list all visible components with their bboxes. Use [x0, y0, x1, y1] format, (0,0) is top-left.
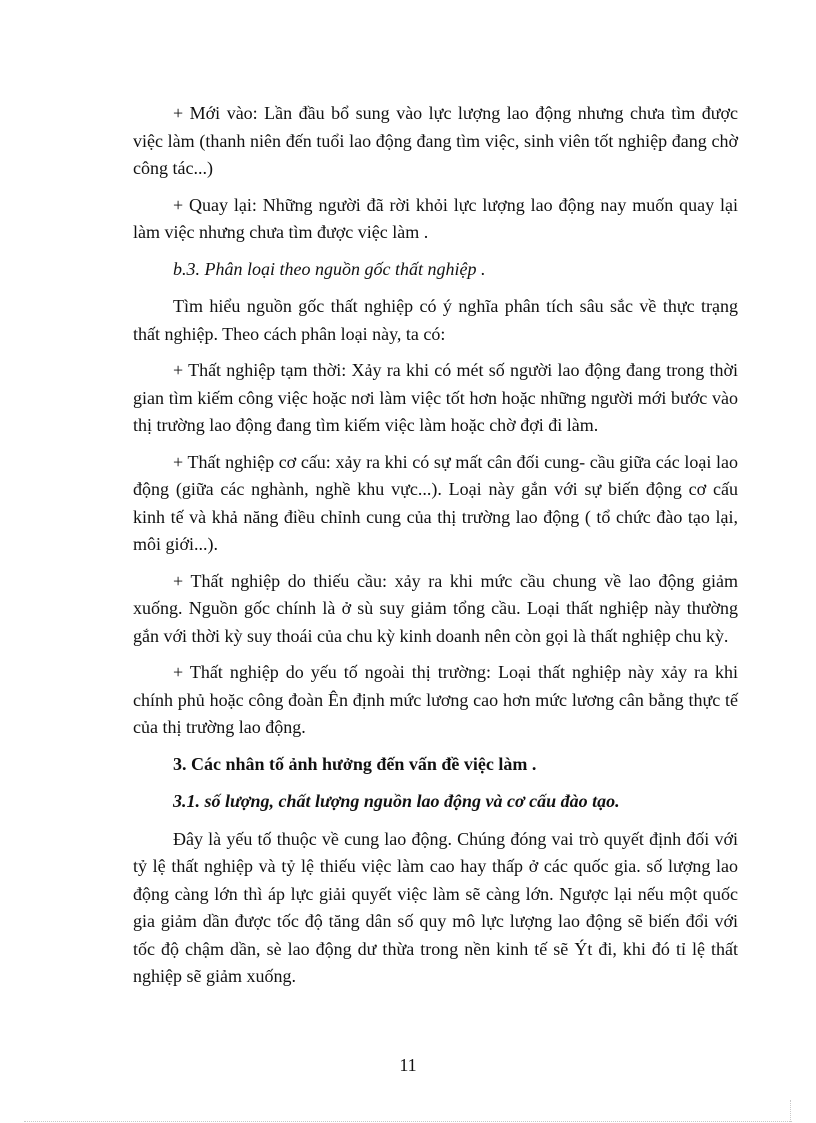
paragraph-frictional: + Thất nghiệp tạm thời: Xảy ra khi có mét số người lao động đang trong thời gian tìm kiếm công việc hoặc nơi làm việc tốt hơn hoặc những người mới bước vào thị trường lao động đang tìm kiếm việc làm hoặc chờ đợi đi làm. [133, 360, 738, 435]
page-body [133, 100, 738, 1000]
paragraph-new-entrants: + Mới vào: Lần đầu bổ sung vào lực lượng lao động nhưng chưa tìm được việc làm (thanh niên đến tuổi lao động đang tìm việc, sinh viên tốt nghiệp đang chờ công tác...) [133, 103, 738, 178]
paragraph-origin-intro: Tìm hiểu nguồn gốc thất nghiệp có ý nghĩa phân tích sâu sắc về thực trạng thất nghiệp. Theo cách phân loại này, ta có: [133, 296, 738, 344]
paragraph-non-market: + Thất nghiệp do yếu tố ngoài thị trường: Loại thất nghiệp này xảy ra khi chính phủ hoặc công đoàn Ên định mức lương cao hơn mức lương cân bằng thực tế của thị trường lao động. [133, 662, 738, 737]
paragraph-labor-supply: Đây là yếu tố thuộc về cung lao động. Chúng đóng vai trò quyết định đối với tỷ lệ thất nghiệp và tỷ lệ thiếu việc làm cao hay thấp ở các quốc gia. số lượng lao động càng lớn thì áp lực giải quyết việc làm sẽ càng lớn. Ngược lại nếu một quốc gia giảm dần được tốc độ tăng dân số quy mô lực lượng lao động sẽ biến đổi với tốc độ chậm dần, sè lao động dư thừa trong nền kinh tế sẽ Ýt đi, khi đó tỉ lệ thất nghiệp sẽ giảm xuống. [133, 828, 738, 986]
subheading-b3: b.3. Phân loại theo nguồn gốc thất nghiệp . [173, 258, 486, 279]
heading-section-3-1: 3.1. số lượng, chất lượng nguồn lao động và cơ cấu đào tạo. [173, 791, 620, 811]
page-corner-mark [790, 1100, 792, 1122]
page-number: 11 [399, 1055, 417, 1075]
paragraph-structural: + Thất nghiệp cơ cấu: xảy ra khi có sự mất cân đối cung- cầu giữa các loại lao động (giữa các nghành, nghề khu vực...). Loại này gắn với sự biến động cơ cấu kinh tế và khả năng điều chỉnh cung của thị trường lao động ( tổ chức đào tạo lại, môi giới...). [133, 451, 738, 554]
paragraph-demand-deficient: + Thất nghiệp do thiếu cầu: xảy ra khi mức cầu chung về lao động giảm xuống. Nguồn gốc chính là ở sù suy giảm tổng cầu. Loại thất nghiệp này thường gắn với thời kỳ suy thoái của chu kỳ kinh doanh nên còn gọi là thất nghiệp chu kỳ. [133, 570, 738, 646]
heading-section-3: 3. Các nhân tố ảnh hưởng đến vấn đề việc làm . [173, 753, 537, 774]
paragraph-re-entrants: + Quay lại: Những người đã rời khỏi lực lượng lao động nay muốn quay lại làm việc nhưng chưa tìm được việc làm . [133, 194, 738, 242]
page-bottom-border [24, 1121, 792, 1122]
